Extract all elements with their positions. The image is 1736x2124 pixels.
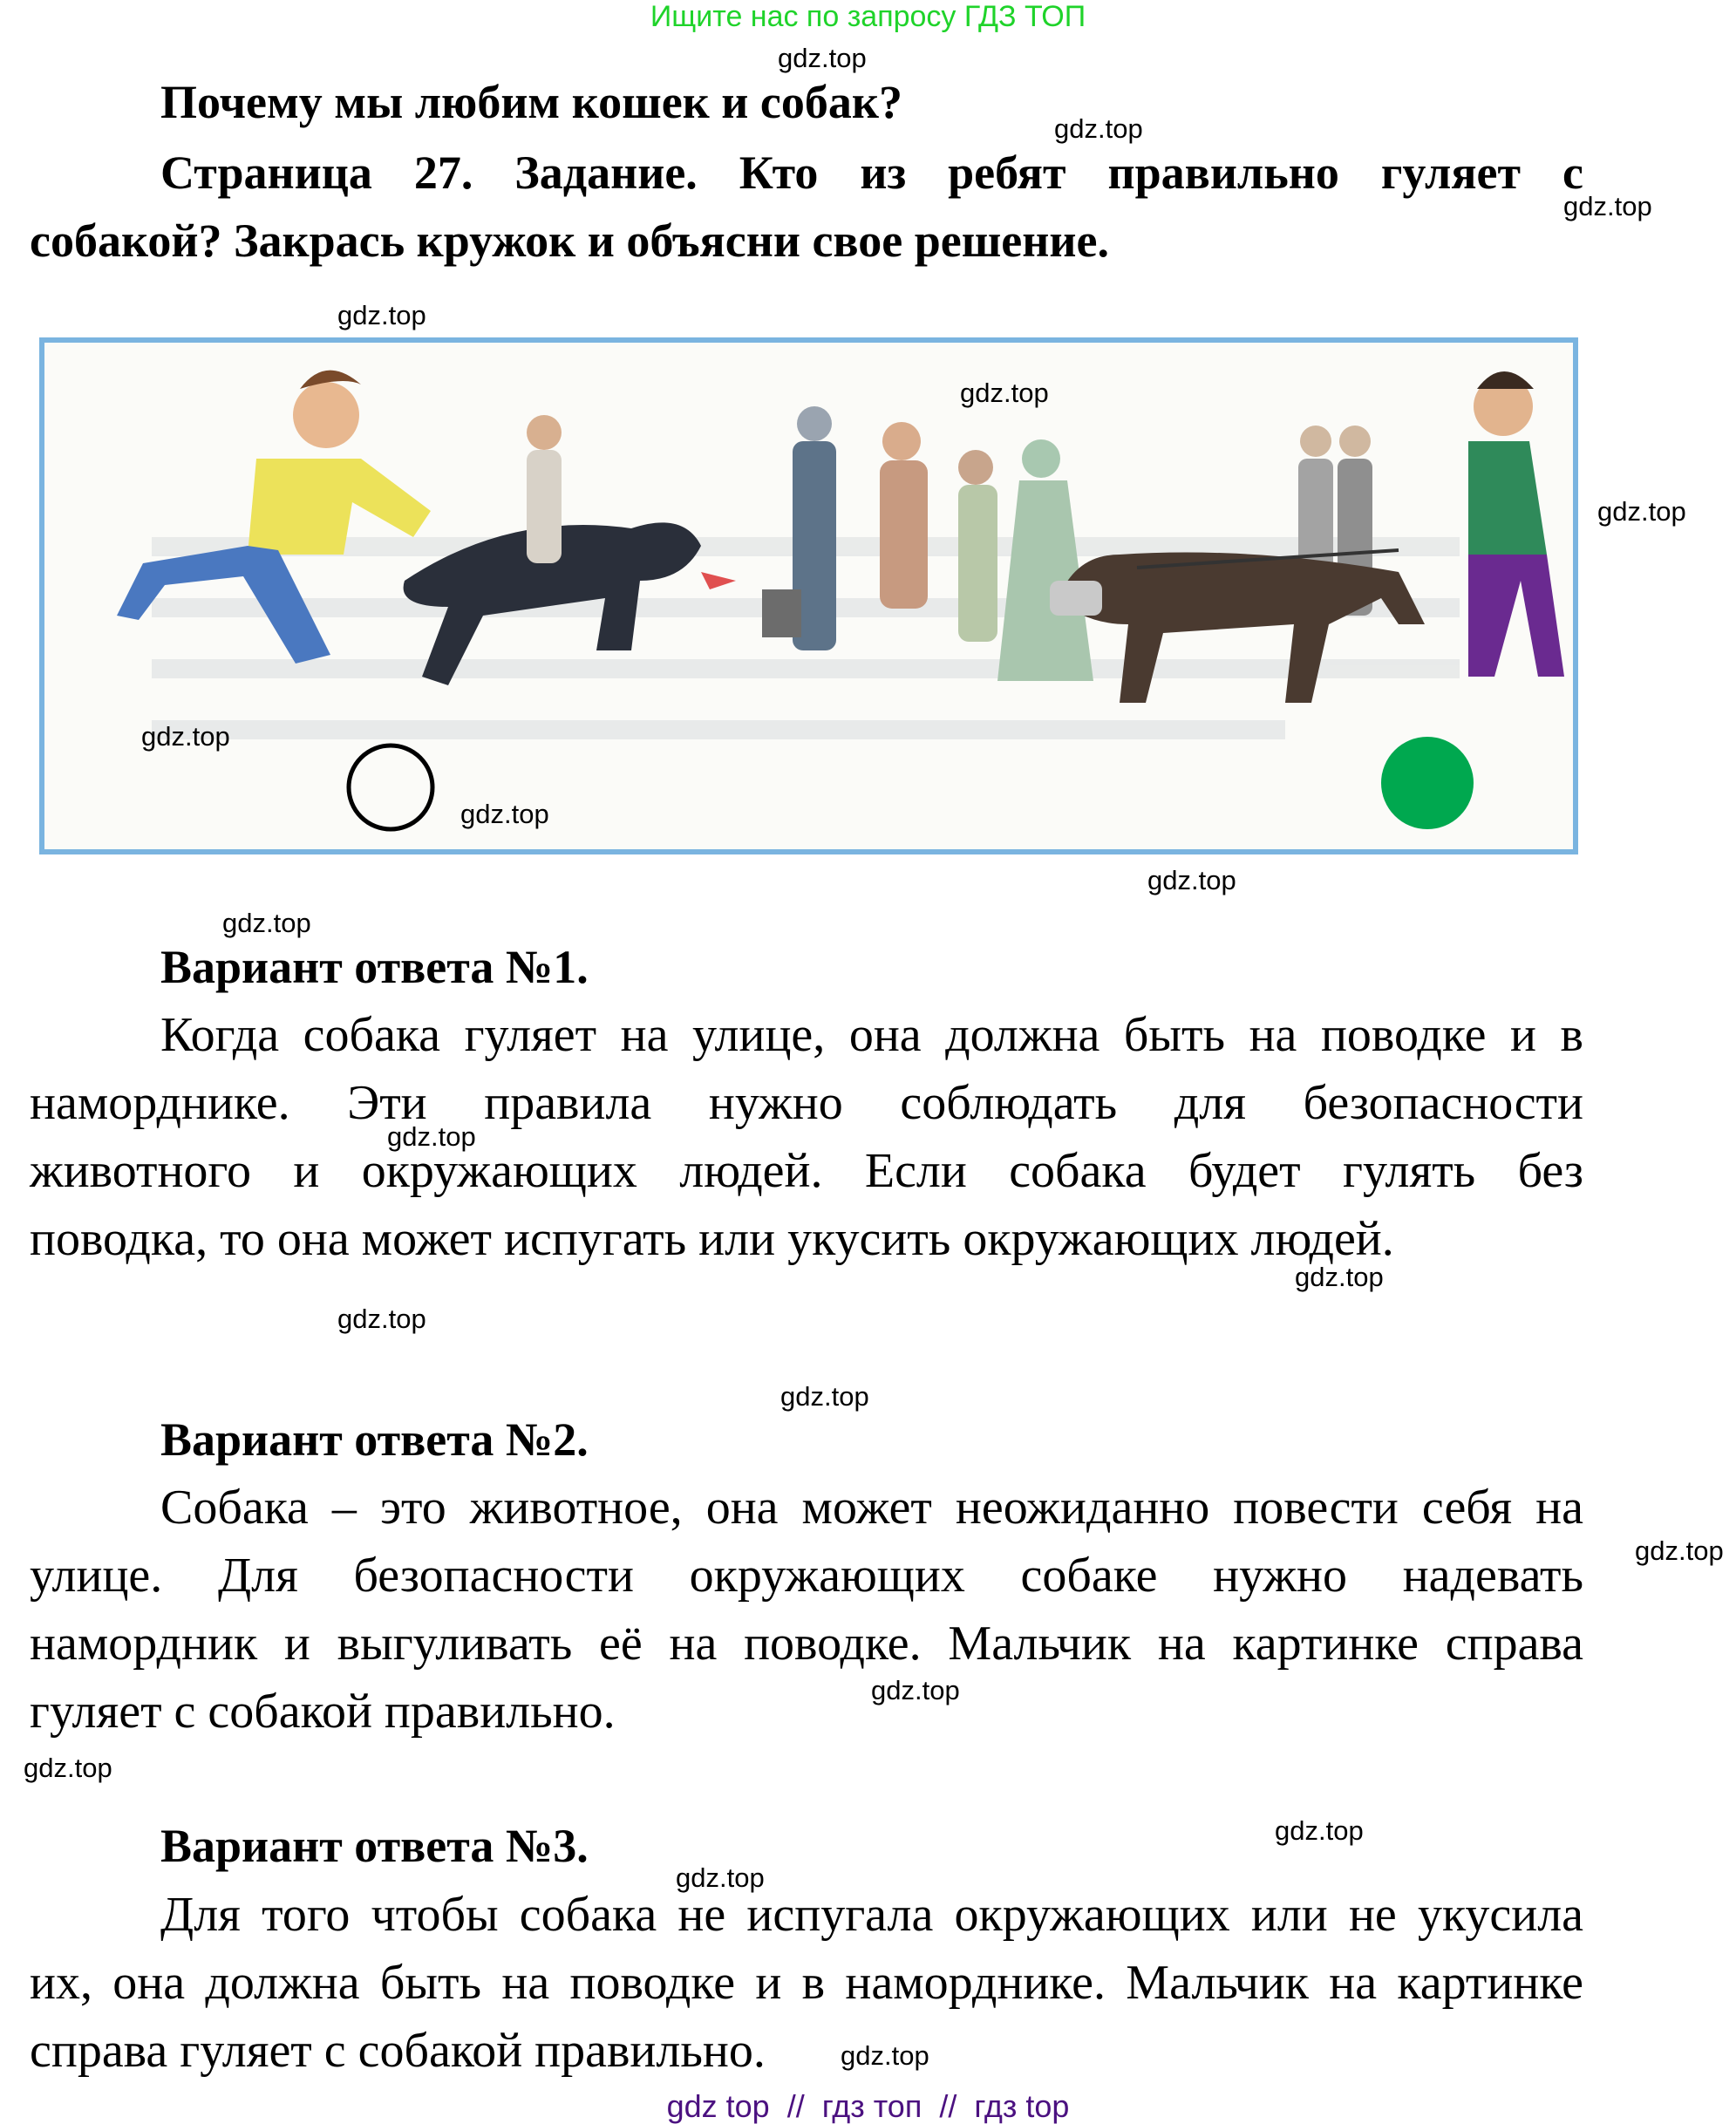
watermark: gdz.top [841,2040,929,2071]
answer-1-line: наморднике. Эти правила нужно соблюдать для безопасности [30,1076,1583,1130]
footer-links: gdz top // гдз топ // гдз top [666,2088,1070,2124]
watermark: gdz.top [141,721,230,752]
watermark: gdz.top [337,1304,426,1334]
watermark: gdz.top [871,1675,960,1705]
watermark: gdz.top [24,1753,112,1783]
answer-circle-filled[interactable] [1381,737,1474,829]
task-illustration [38,337,1579,855]
watermark: gdz.top [1563,191,1652,221]
answer-2-line: Собака – это животное, она может неожиданно повести себя на [160,1481,1583,1535]
watermark: gdz.top [387,1121,476,1152]
watermark: gdz.top [460,799,549,829]
watermark: gdz.top [1147,865,1236,895]
watermark: gdz.top [778,43,867,73]
answer-2-line: намордник и выгуливать её на поводке. Мальчик на картинке справа [30,1617,1583,1671]
answer-3-line: Для того чтобы собака не испугала окружающих или не укусила [160,1888,1583,1942]
watermark: gdz.top [1054,113,1143,144]
promo-banner: Ищите нас по запросу ГДЗ ТОП [650,0,1086,33]
watermark: gdz.top [337,300,426,330]
answer-1-line: поводка, то она может испугать или укусить окружающих людей. [30,1212,1394,1266]
page-title: Почему мы любим кошек и собак? [160,76,902,128]
watermark: gdz.top [960,378,1049,408]
watermark: gdz.top [780,1381,869,1412]
watermark: gdz.top [222,908,311,938]
answer-3-line: их, она должна быть на поводке и в наморднике. Мальчик на картинке [30,1956,1583,2010]
answer-2-line: гуляет с собакой правильно. [30,1685,616,1739]
answer-1-heading: Вариант ответа №1. [160,941,589,993]
answer-2-line: улице. Для безопасности окружающих собаке нужно надевать [30,1549,1583,1603]
answer-3-line: справа гуляет с собакой правильно. [30,2024,766,2078]
answer-2-heading: Вариант ответа №2. [160,1413,589,1466]
answer-1-line: животного и окружающих людей. Если собака будет гулять без [30,1144,1583,1198]
answer-3-heading: Вариант ответа №3. [160,1820,589,1872]
watermark: gdz.top [1275,1815,1364,1846]
watermark: gdz.top [1635,1535,1724,1566]
answer-1-line: Когда собака гуляет на улице, она должна быть на поводке и в [160,1008,1583,1062]
task-line-1: Страница 27. Задание. Кто из ребят правильно гуляет с [160,146,1583,199]
watermark: gdz.top [1597,496,1686,527]
muzzle [1050,581,1102,616]
watermark: gdz.top [676,1862,765,1893]
task-line-2: собакой? Закрась кружок и объясни свое решение. [30,214,1109,267]
watermark: gdz.top [1295,1262,1384,1292]
